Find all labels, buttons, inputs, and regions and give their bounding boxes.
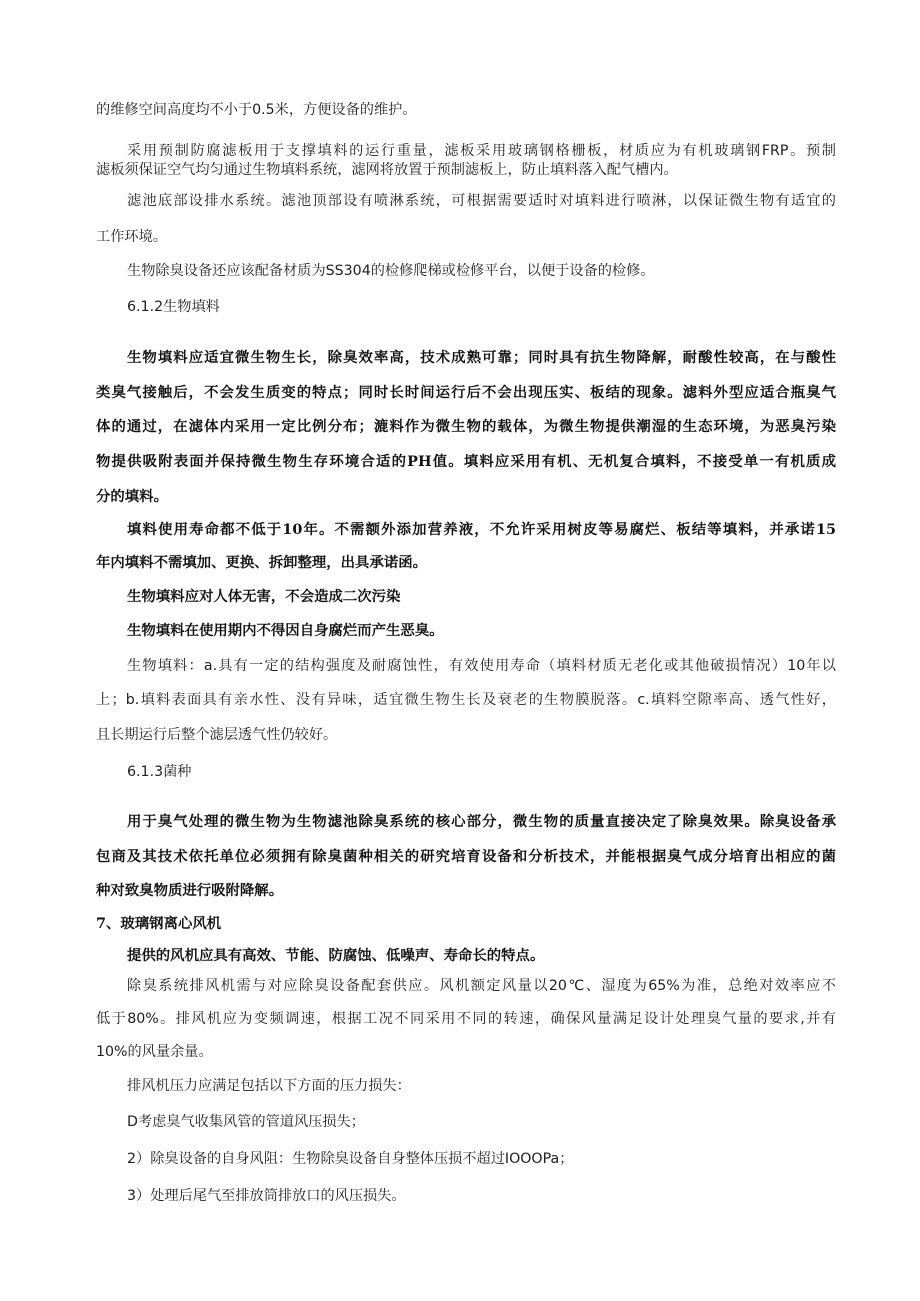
paragraph-line: 工作环境。 (96, 229, 167, 245)
paragraph-line: 用于臭气处理的微生物为生物滤池除臭系统的核心部分，微生物的质量直接决定了除臭效果。除臭设备承 (127, 813, 836, 830)
paragraph-line: 类臭气接触后，不会发生质变的特点；同时长时间运行后不会出现压实、板结的现象。滤料外型应适合瓶臭气 (96, 384, 836, 401)
section-heading: 6.1.3菌种 (127, 764, 192, 780)
paragraph-line: 上；b.填料表面具有亲水性、没有异味，适宜微生物生长及衰老的生物膜脱落。c.填料空隙率高、透气性好， (96, 692, 836, 708)
section-heading: 7、玻璃钢离心风机 (96, 915, 222, 932)
paragraph-line: 滤池底部设排水系统。滤池顶部设有喷淋系统，可根据需要适时对填料进行喷淋，以保证微生物有适宜的 (127, 193, 836, 209)
paragraph-line: 提供的风机应具有高效、节能、防腐蚀、低噪声、寿命长的特点。 (127, 947, 545, 964)
paragraph-line: 的维修空间高度均不小于0.5米，方便设备的维护。 (96, 102, 417, 118)
paragraph-line: 滤板须保证空气均匀通过生物填料系统，滤网将放置于预制滤板上，防止填料落入配气槽内。 (96, 162, 678, 178)
list-item: 3）处理后尾气至排放筒排放口的风压损失。 (127, 1188, 406, 1204)
paragraph-line: 填料使用寿命都不低于10年。不需额外添加营养液，不允许采用树皮等易腐烂、板结等填料，并承诺15 (127, 521, 836, 538)
paragraph-line: 分的填料。 (96, 488, 168, 505)
paragraph-line: 低于80%。排风机应为变频调速，根据工况不同采用不同的转速，确保风量满足设计处理臭气量的要求,并有 (96, 1011, 836, 1027)
paragraph-line: 包商及其技术依托单位必须拥有除臭菌种相关的研究培育设备和分析技术，并能根据臭气成分培育出相应的菌 (96, 848, 836, 865)
paragraph-line: 生物除臭设备还应该配备材质为SS304的检修爬梯或检修平台，以便于设备的检修。 (127, 263, 655, 279)
paragraph-line: 生物填料：a.具有一定的结构强度及耐腐蚀性，有效使用寿命（填料材质无老化或其他破损情况）10年以 (127, 658, 836, 674)
paragraph-line: 10%的风量余量。 (96, 1044, 213, 1060)
paragraph-line: 除臭系统排风机需与对应除臭设备配套供应。风机额定风量以20℃、湿度为65%为准，总绝对效率应不 (127, 978, 836, 994)
paragraph-line: 体的通过，在滤体内采用一定比例分布；漉料作为微生物的载体，为微生物提供潮湿的生态环境，为恶臭污染 (96, 418, 836, 435)
paragraph-line: 生物填料在使用期内不得因自身腐烂而产生恶臭。 (127, 622, 444, 639)
paragraph-line: 采用预制防腐滤板用于支撑填料的运行重量，滤板采用玻璃钢格栅板，材质应为有机玻璃钢FRP。预制 (127, 143, 836, 159)
list-item: D考虑臭气收集风管的管道风压损失； (127, 1114, 365, 1130)
section-heading: 6.1.2生物填料 (127, 299, 220, 315)
paragraph-line: 排风机压力应满足包括以下方面的压力损失： (127, 1078, 411, 1094)
paragraph-line: 生物填料应对人体无害，不会造成二次污染 (127, 588, 401, 605)
paragraph-line: 且长期运行后整个滤层透气性仍较好。 (96, 727, 338, 743)
paragraph-line: 生物填料应适宜微生物生长，除臭效率高，技术成熟可靠；同时具有抗生物降解，耐酸性较高，在与酸性 (127, 349, 836, 366)
paragraph-line: 年内填料不需填加、更换、拆卸整理，出具承诺函。 (96, 554, 427, 571)
paragraph-line: 种对致臭物质进行吸附降解。 (96, 882, 284, 899)
paragraph-line: 物提供吸附表面并保持微生物生存环境合适的PH值。填料应采用有机、无机复合填料，不接受单一有机质成 (96, 453, 836, 470)
list-item: 2）除臭设备的自身风阻：生物除臭设备自身整体压损不超过IOOOPa； (127, 1151, 574, 1167)
